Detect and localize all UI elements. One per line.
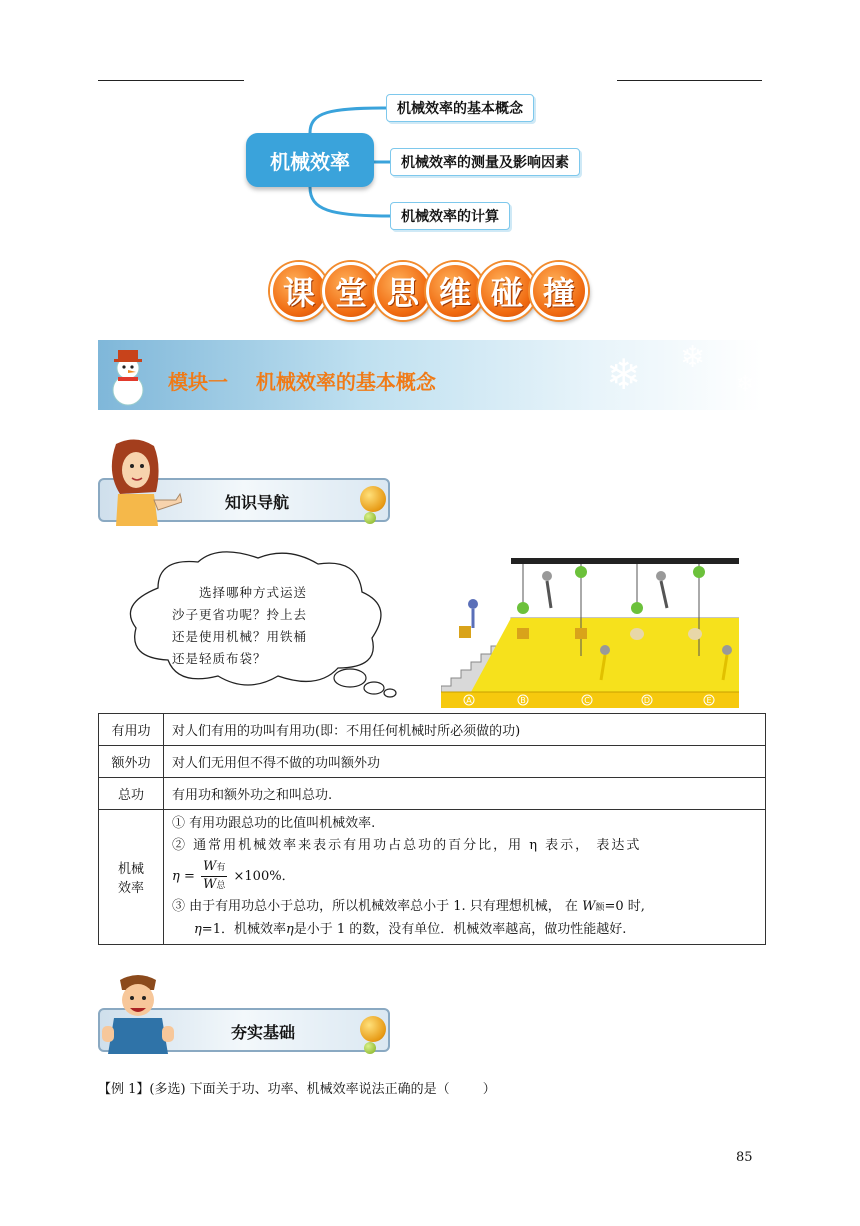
- item3-text: ③ 由于有用功总小于总功，所以机械效率总小于 1. 只有理想机械， 在: [172, 899, 578, 914]
- formula-tail: ×100%．: [233, 869, 295, 884]
- table-key: 总功: [99, 778, 164, 810]
- example-question: 【例 1】(多选) 下面关于功、功率、机械效率说法正确的是（ ）: [98, 1082, 496, 1097]
- formula-den-w: W: [202, 877, 217, 892]
- scene-label-d: [642, 695, 652, 705]
- formula-eq: =: [183, 869, 195, 884]
- item3-text: 是小于 1 的数，没有单位．机械效率越高，做功性能越好.: [293, 922, 627, 937]
- table-value: 有用功和额外功之和叫总功.: [164, 778, 766, 810]
- student-avatar: [98, 970, 182, 1054]
- item3-sub: 额: [595, 903, 605, 913]
- teacher-avatar: [96, 436, 182, 526]
- solid-basics-label: 夯实基础: [231, 1023, 296, 1042]
- title-char: 撞: [530, 262, 588, 320]
- ornament-icon: [360, 1016, 386, 1042]
- mindmap-node-measurement: 机械效率的测量及影响因素: [390, 148, 580, 176]
- ornament-small-icon: [364, 512, 376, 524]
- svg-text:C: C: [584, 696, 590, 705]
- table-value-efficiency: [164, 810, 766, 945]
- mindmap-node-calculation: 机械效率的计算: [390, 202, 510, 230]
- scene-label-a: [464, 695, 474, 705]
- formula-num-sub: 有: [216, 863, 226, 873]
- page-number: 85: [736, 1150, 753, 1165]
- snowflake-icon: ❄: [736, 372, 755, 397]
- formula-num-w: W: [202, 859, 217, 874]
- thought-cloud-text: [172, 582, 348, 670]
- key-line: 机械: [117, 862, 144, 877]
- knowledge-nav-label: 知识导航: [225, 493, 290, 512]
- ornament-small-icon: [364, 1042, 376, 1054]
- title-char: 维: [426, 262, 484, 320]
- table-value: 对人们有用的功叫有用功(即：不用任何机械时所必须做的功): [164, 714, 766, 746]
- snowman-icon: [100, 346, 156, 408]
- formula-den-sub: 总: [216, 881, 226, 891]
- scene-label-c: [582, 695, 592, 705]
- table-row: [99, 714, 766, 746]
- item3-text: =1．机械效率: [201, 922, 286, 937]
- svg-text:A: A: [466, 696, 472, 705]
- table-key: 有用功: [99, 714, 164, 746]
- table-row: [99, 810, 766, 945]
- mindmap-node-basic-concept: 机械效率的基本概念: [386, 94, 534, 122]
- table-key-efficiency: [99, 810, 164, 945]
- mindmap-center: 机械效率: [246, 133, 374, 187]
- table-row: [99, 746, 766, 778]
- lifting-scene-illustration: [441, 552, 739, 708]
- scene-label-b: [518, 695, 528, 705]
- snowflake-icon: ❄: [680, 340, 706, 375]
- svg-text:D: D: [643, 696, 651, 705]
- efficiency-item-3-cont: [172, 919, 757, 941]
- svg-text:E: E: [706, 696, 712, 705]
- thought-line: 选择哪种方式运送: [172, 585, 308, 600]
- scene-label-e: [704, 695, 714, 705]
- svg-text:B: B: [520, 696, 526, 705]
- item3-eta: η: [285, 922, 294, 937]
- thought-line: 还是轻质布袋？: [172, 651, 267, 666]
- snowflake-icon: ❄: [606, 350, 642, 399]
- title-char: 碰: [478, 262, 536, 320]
- key-line: 效率: [117, 881, 144, 896]
- efficiency-item-2: ② 通常用机械效率来表示有用功占总功的百分比，用 η 表示， 表达式: [172, 838, 642, 853]
- table-value: 对人们无用但不得不做的功叫额外功: [164, 746, 766, 778]
- title-char: 课: [270, 262, 328, 320]
- title-char: 堂: [322, 262, 380, 320]
- title-char: 思: [374, 262, 432, 320]
- formula-fraction: [201, 859, 227, 894]
- table-key: 额外功: [99, 746, 164, 778]
- item3-w: W: [582, 899, 596, 914]
- thought-line: 沙子更省功呢？拎上去: [172, 607, 308, 622]
- thought-line: 还是使用机械？用铁桶: [172, 629, 308, 644]
- table-row: [99, 778, 766, 810]
- efficiency-item-3: [172, 896, 757, 919]
- ornament-icon: [360, 486, 386, 512]
- efficiency-item-1: ① 有用功跟总功的比值叫机械效率.: [172, 816, 376, 831]
- efficiency-formula: [172, 857, 757, 896]
- concept-table: [98, 713, 766, 945]
- item3-eta: η: [194, 922, 202, 937]
- item3-text: =0 时,: [604, 899, 645, 914]
- module-title: 模块一 机械效率的基本概念: [168, 370, 436, 394]
- formula-eta: η: [172, 869, 180, 884]
- section-title: [270, 262, 590, 322]
